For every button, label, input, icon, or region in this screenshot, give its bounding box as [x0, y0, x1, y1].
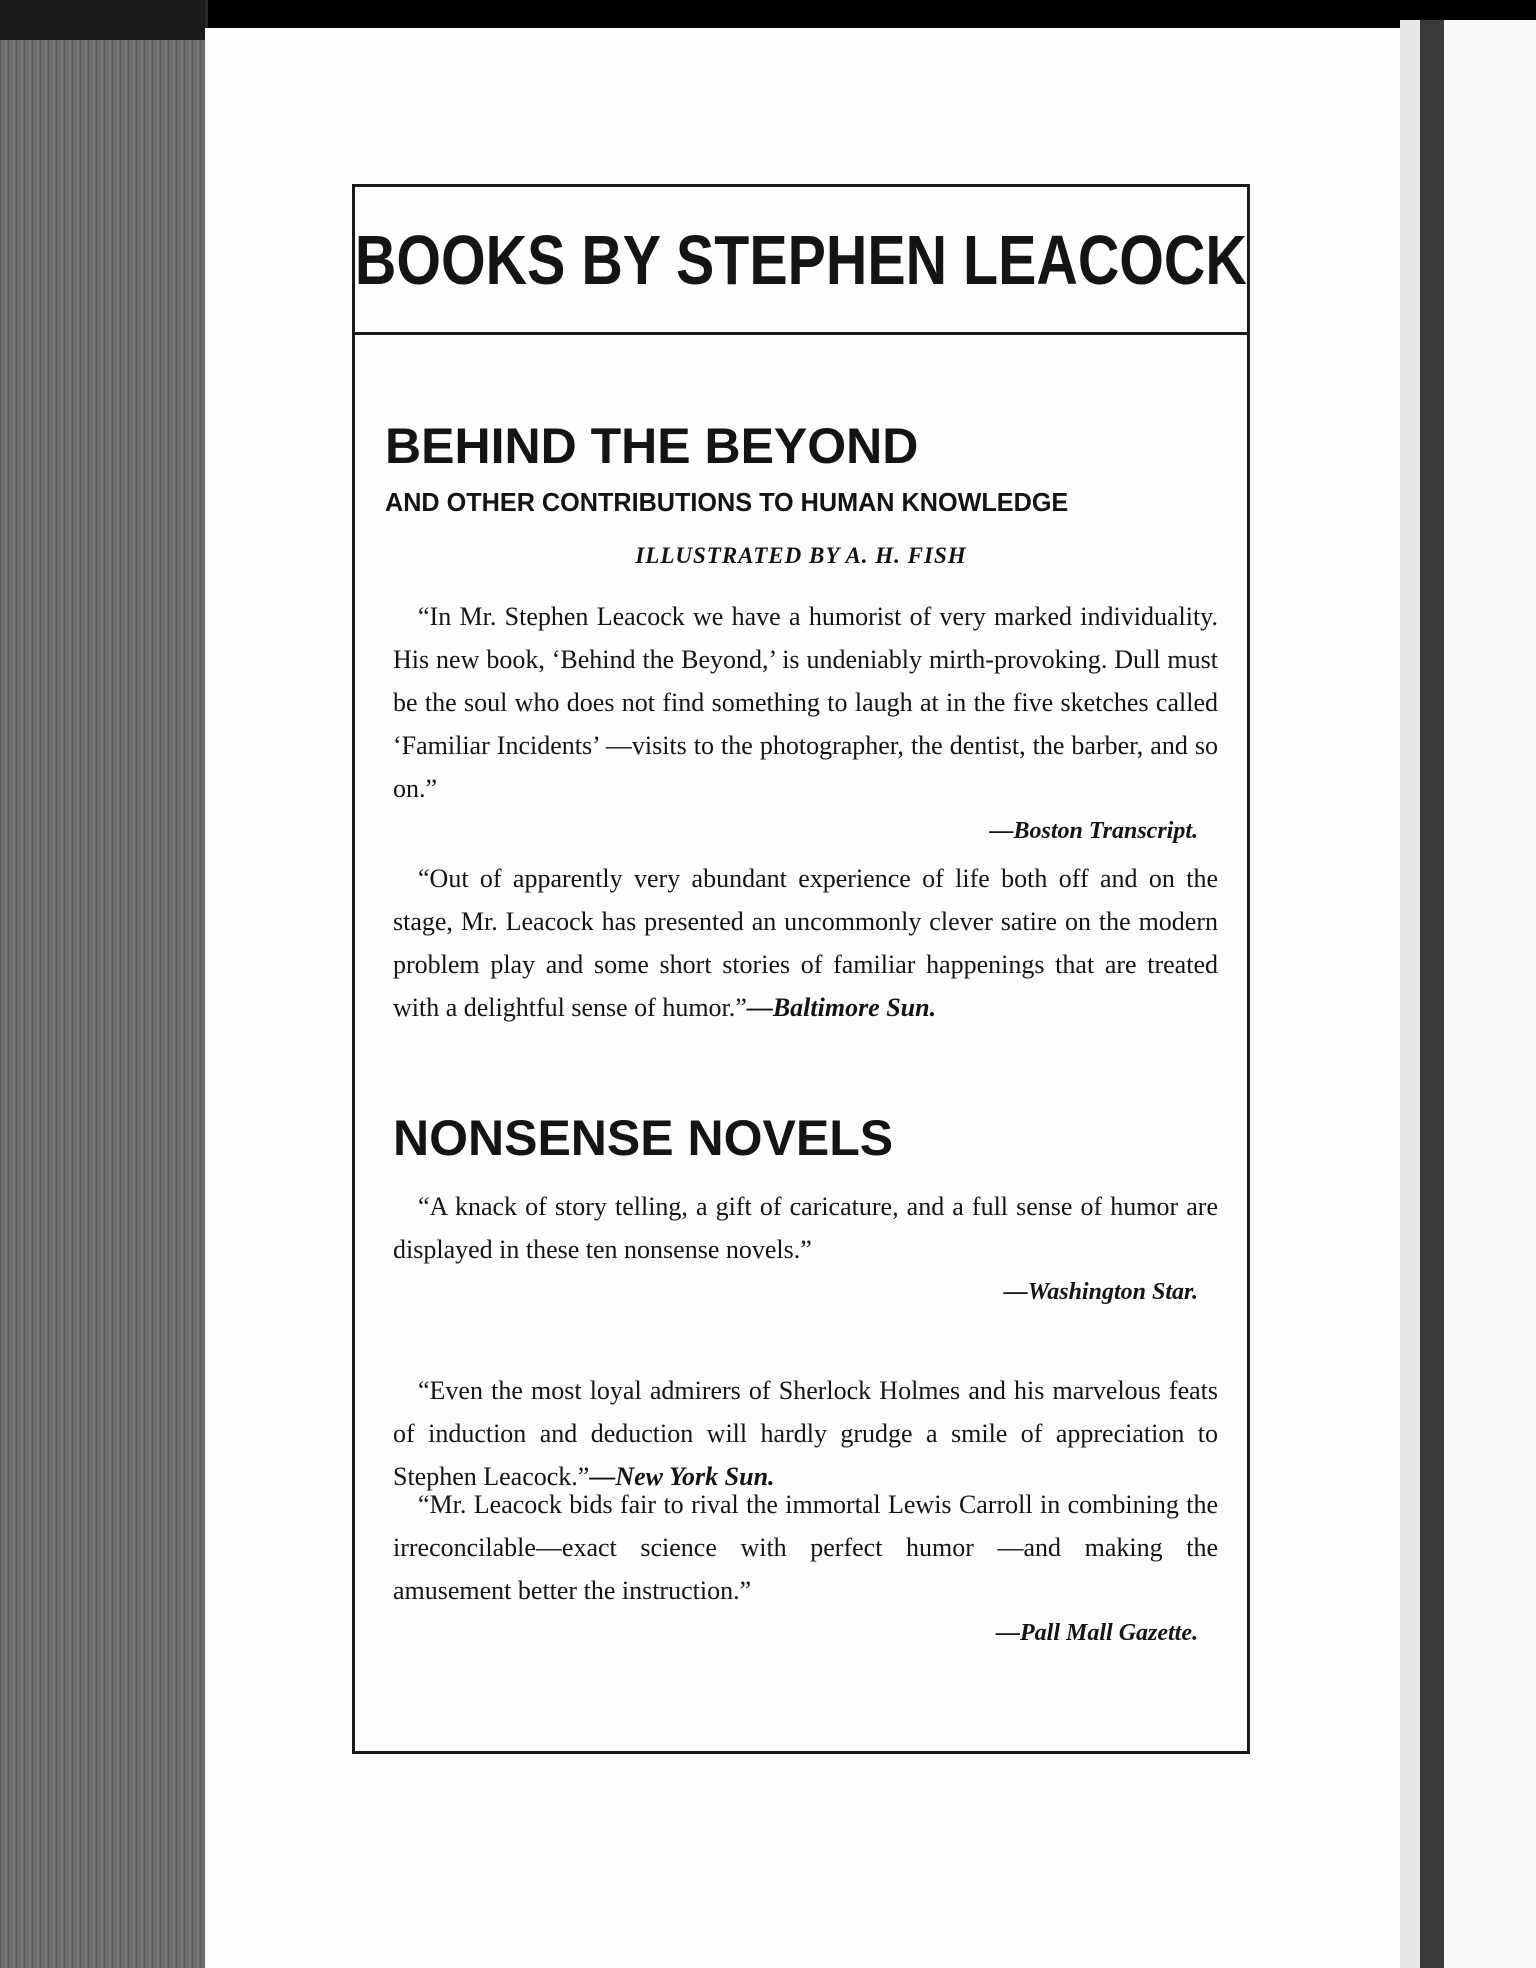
facing-page [1444, 20, 1536, 1968]
review-source: —Washington Star. [1003, 1279, 1198, 1305]
illustrator-credit: ILLUSTRATED BY A. H. FISH [635, 543, 967, 568]
review-text: “In Mr. Stephen Leacock we have a humorist of very marked individuality. His new book, ‘Behind the Beyond,’ is undeniably mirth-provoking. Dull must be the soul who does not find something to laugh at in the five sketches called ‘Familiar Incidents’ —visits to the photographer, the dentist, the barber, and so on.” [393, 602, 1218, 803]
review-text: “Even the most loyal admirers of Sherlock Holmes and his marvelous feats of induction and deduction will hardly grudge a smile of appreciation to Stephen Leacock.” [393, 1376, 1218, 1491]
title-box [355, 187, 1247, 335]
book-top-shadow [0, 0, 205, 40]
review-text: “Mr. Leacock bids fair to rival the immortal Lewis Carroll in combining the irreconcilable—exact science with perfect humor —and making the amusement better the instruction.” [393, 1490, 1218, 1605]
review-text: “A knack of story telling, a gift of caricature, and a full sense of humor are displayed in these ten nonsense novels.” [393, 1192, 1218, 1264]
review-source: —Boston Transcript. [989, 818, 1198, 844]
book-spine-divider [1420, 20, 1444, 1968]
review-text: “Out of apparently very abundant experience of life both off and on the stage, Mr. Leacock has presented an uncommonly clever satire on the modern problem play and some short stories of familiar happenings that are treated with a delightful sense of humor.” [393, 864, 1218, 1022]
book-page-edges [0, 0, 208, 1968]
review-quote [393, 1369, 1218, 1498]
review-source: —Baltimore Sun. [746, 993, 937, 1022]
review-quote [393, 1185, 1218, 1314]
book-title-behind-the-beyond: BEHIND THE BEYOND [385, 418, 919, 474]
review-source: —New York Sun. [589, 1462, 775, 1491]
advertisement-frame [352, 184, 1250, 1754]
review-source: —Pall Mall Gazette. [996, 1620, 1198, 1646]
book-subtitle: AND OTHER CONTRIBUTIONS TO HUMAN KNOWLEDGE [385, 487, 1069, 517]
review-quote [393, 1483, 1218, 1655]
review-quote [393, 857, 1218, 1029]
book-title-nonsense-novels: NONSENSE NOVELS [393, 1110, 894, 1166]
page-title: BOOKS BY STEPHEN LEACOCK [355, 220, 1247, 299]
page-gutter [1400, 20, 1420, 1968]
review-quote [393, 595, 1218, 853]
